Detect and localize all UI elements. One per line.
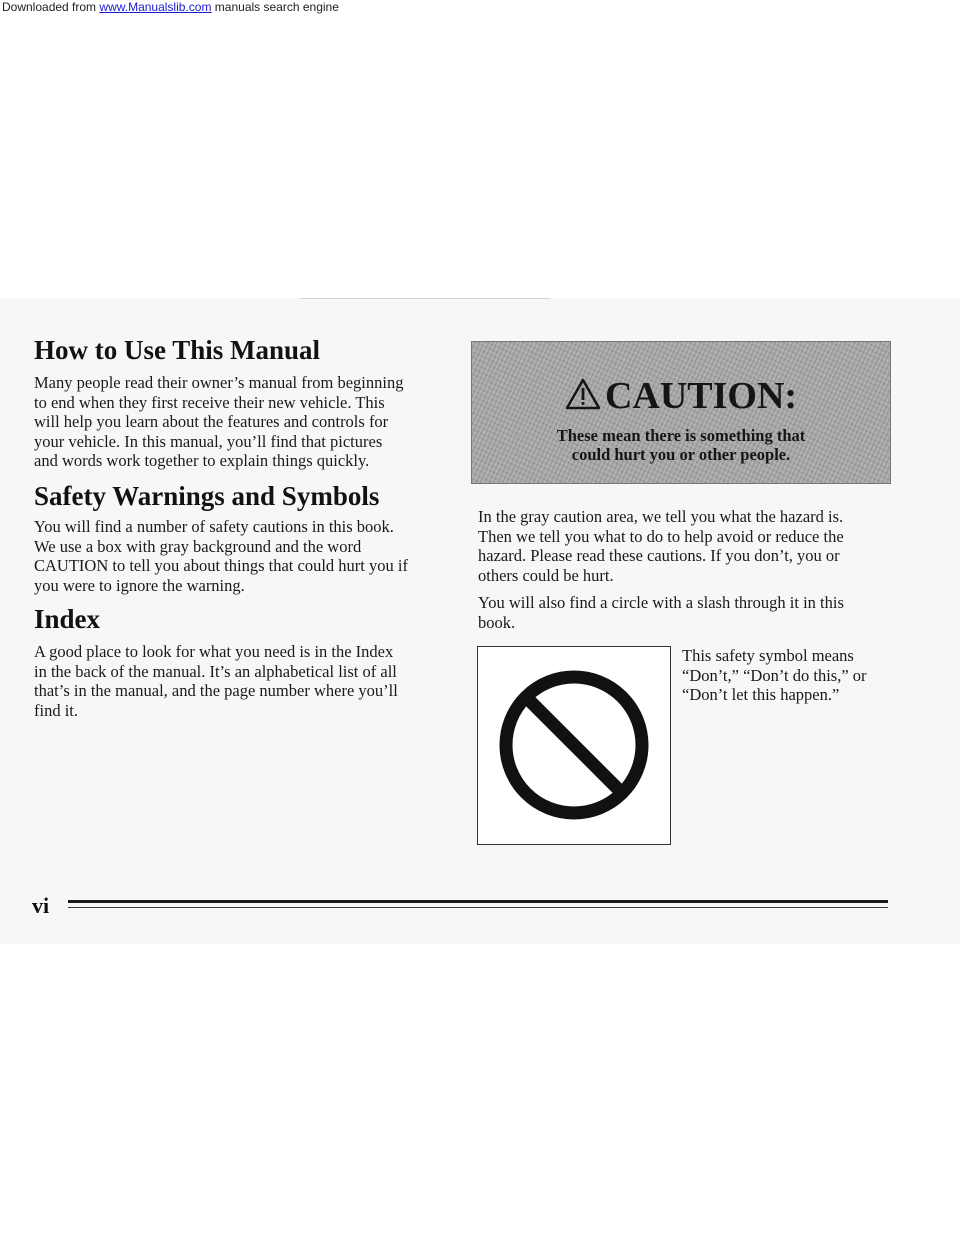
- footer-rule: [68, 900, 888, 903]
- how-to-line: and words work together to explain things quickly.: [34, 451, 370, 471]
- safety-heading: Safety Warnings and Symbols: [34, 481, 380, 511]
- gray-caution-line: hazard. Please read these cautions. If you don’t, you or: [478, 546, 840, 566]
- index-line: find it.: [34, 700, 78, 720]
- prohibition-icon: [493, 662, 655, 828]
- circle-paragraph: [478, 593, 898, 632]
- gray-caution-line: Then we tell you what to do to help avoid or reduce the: [478, 526, 844, 546]
- symbol-line: “Don’t let this happen.”: [682, 685, 840, 705]
- caution-title-row: [472, 375, 890, 417]
- caution-box: [471, 341, 891, 484]
- how-to-line: to end when they first receive their new vehicle. This: [34, 392, 385, 412]
- download-suffix: manuals search engine: [214, 0, 339, 14]
- safety-line: You will find a number of safety cautions in this book.: [34, 517, 394, 536]
- top-rule: [300, 298, 550, 299]
- caution-line: These mean there is something that: [556, 426, 806, 445]
- caution-line: could hurt you or other people.: [571, 445, 791, 464]
- safety-line: We use a box with gray background and the word: [34, 536, 362, 556]
- index-line: that’s in the manual, and the page number where you’ll: [34, 681, 398, 701]
- how-to-line: your vehicle. In this manual, you’ll find that pictures: [34, 431, 383, 451]
- download-prefix: Downloaded from: [2, 0, 97, 14]
- caution-message: [472, 426, 890, 464]
- symbol-line: This safety symbol means: [682, 646, 854, 665]
- symbol-description: [682, 646, 902, 705]
- safety-paragraph: [34, 517, 454, 595]
- how-to-heading: How to Use This Manual: [34, 335, 321, 365]
- warning-triangle-icon: [565, 378, 601, 410]
- how-to-paragraph: [34, 373, 454, 471]
- caution-title: CAUTION:: [604, 375, 798, 417]
- gray-caution-line: In the gray caution area, we tell you what the hazard is.: [478, 507, 844, 526]
- index-paragraph: [34, 642, 454, 720]
- manualslib-link[interactable]: www.Manualslib.com: [99, 0, 212, 14]
- footer-rule-thin: [68, 907, 888, 908]
- gray-caution-paragraph: [478, 507, 898, 585]
- safety-line: you were to ignore the warning.: [34, 575, 245, 595]
- circle-line: book.: [478, 612, 516, 632]
- symbol-line: “Don’t,” “Don’t do this,” or: [682, 665, 867, 685]
- index-line: A good place to look for what you need is in the Index: [34, 642, 394, 661]
- prohibition-symbol-frame: [477, 646, 671, 845]
- gray-caution-line: others could be hurt.: [478, 565, 614, 585]
- download-source-bar: [0, 0, 960, 18]
- index-heading: Index: [34, 604, 101, 634]
- how-to-line: will help you learn about the features and controls for: [34, 412, 389, 432]
- page-number: vi: [32, 893, 50, 918]
- circle-line: You will also find a circle with a slash through it in this: [478, 593, 844, 612]
- safety-line: CAUTION to tell you about things that could hurt you if: [34, 556, 408, 576]
- how-to-line: Many people read their owner’s manual from beginning: [34, 373, 404, 392]
- index-line: in the back of the manual. It’s an alphabetical list of all: [34, 661, 397, 681]
